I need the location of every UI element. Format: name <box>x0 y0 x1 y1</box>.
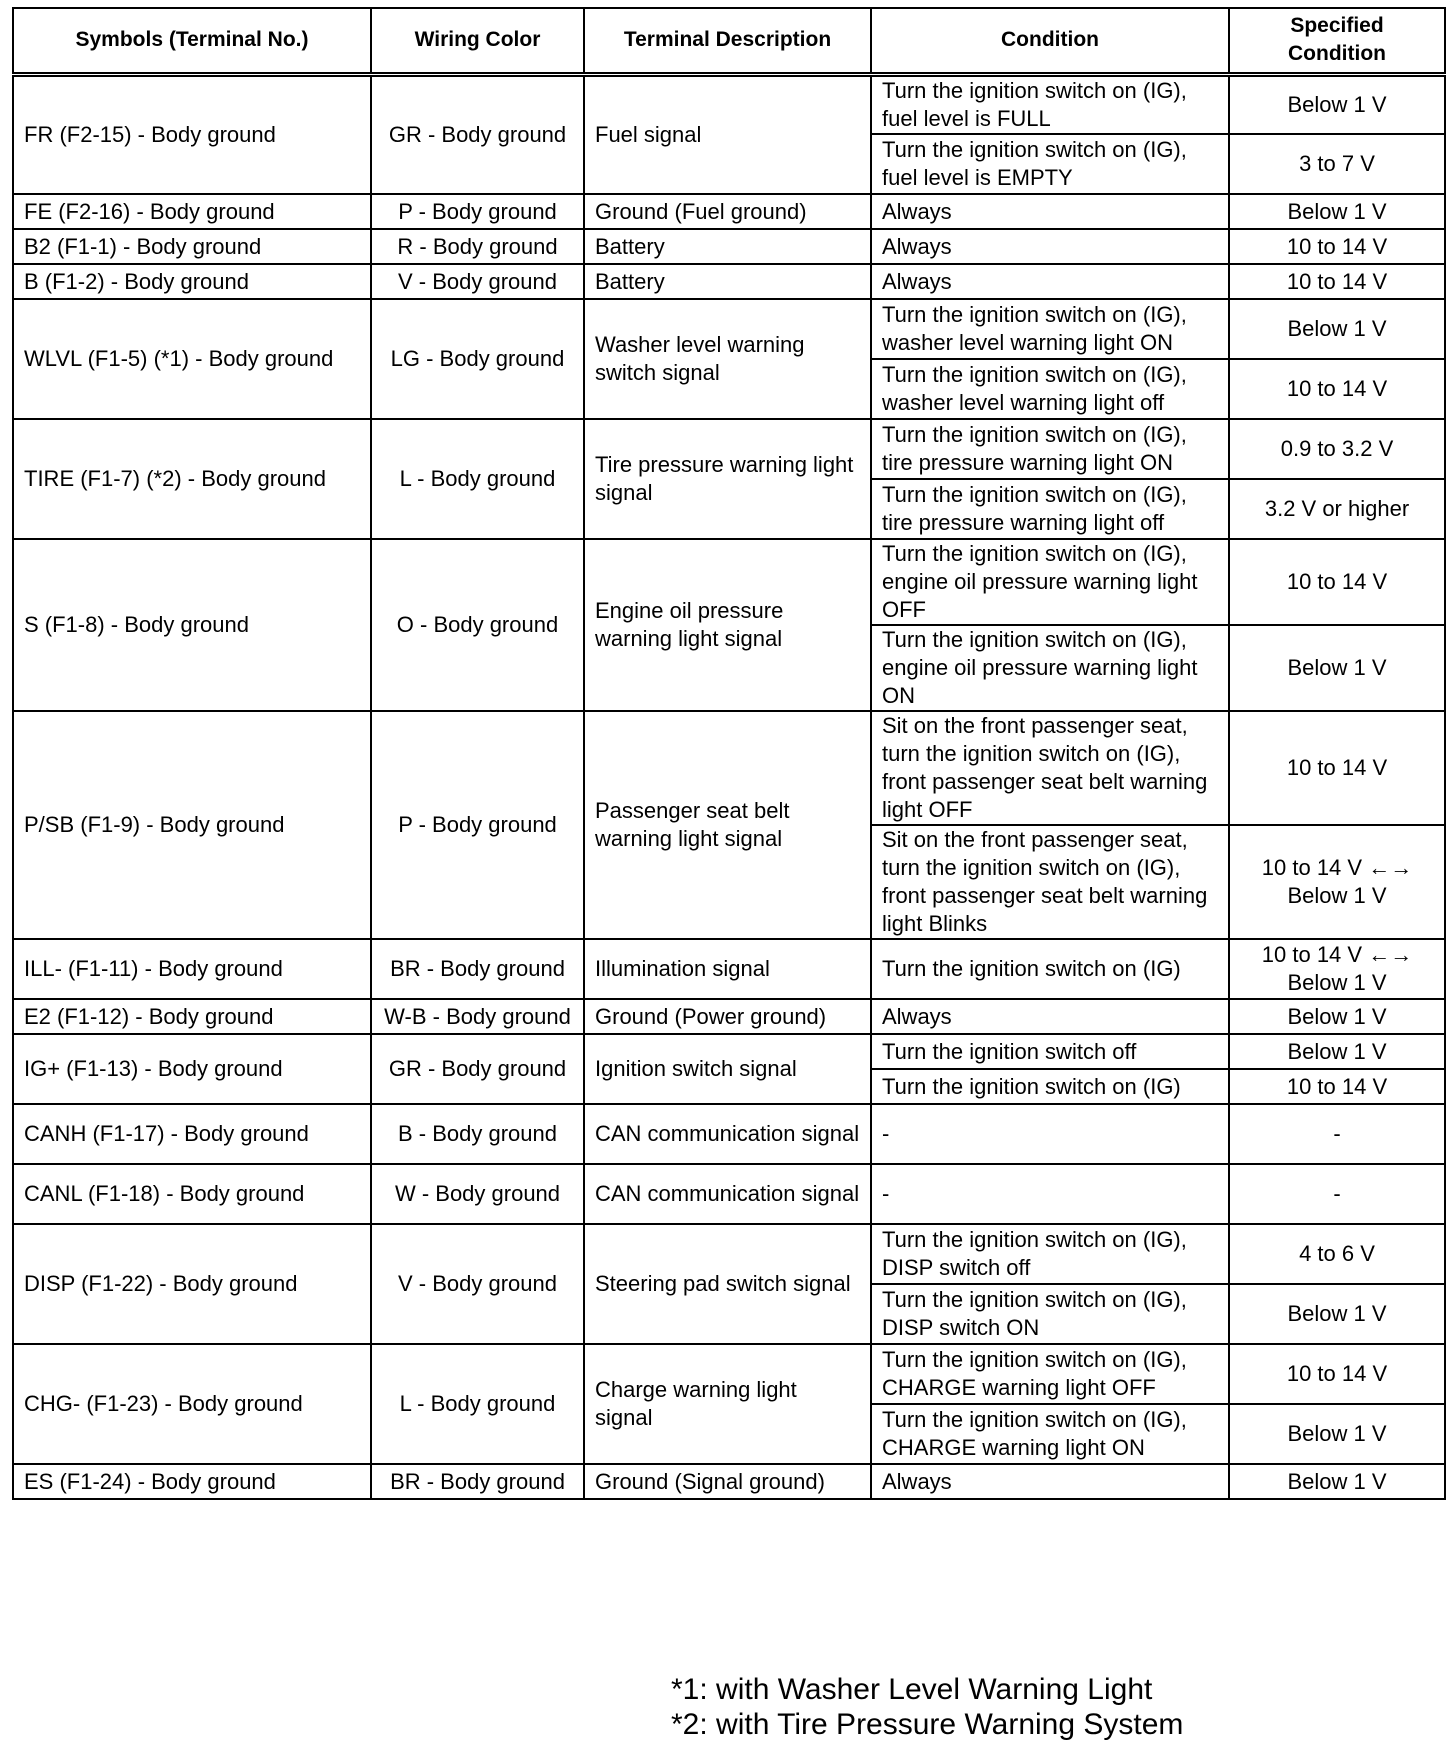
wiring-color-cell: P - Body ground <box>371 194 584 229</box>
symbol-cell: DISP (F1-22) - Body ground <box>13 1224 371 1344</box>
wiring-color-cell: BR - Body ground <box>371 939 584 999</box>
specified-condition-cell: 0.9 to 3.2 V <box>1229 419 1445 479</box>
specified-condition-cell: Below 1 V <box>1229 1034 1445 1069</box>
wiring-color-cell: GR - Body ground <box>371 1034 584 1104</box>
condition-cell: Turn the ignition switch on (IG), tire pressure warning light off <box>871 479 1229 539</box>
specified-condition-cell: Below 1 V <box>1229 1464 1445 1499</box>
symbol-cell: ES (F1-24) - Body ground <box>13 1464 371 1499</box>
specified-condition-cell: Below 1 V <box>1229 1284 1445 1344</box>
wiring-color-cell: BR - Body ground <box>371 1464 584 1499</box>
condition-cell: Turn the ignition switch on (IG), CHARGE warning light OFF <box>871 1344 1229 1404</box>
symbol-cell: B2 (F1-1) - Body ground <box>13 229 371 264</box>
table-row <box>13 711 1445 825</box>
header-spec-line2: Condition <box>1288 42 1386 66</box>
wiring-color-cell: R - Body ground <box>371 229 584 264</box>
table-row <box>13 539 1445 625</box>
condition-cell: - <box>871 1164 1229 1224</box>
symbol-cell: IG+ (F1-13) - Body ground <box>13 1034 371 1104</box>
footnote-1: *1: with Washer Level Warning Light <box>671 1673 1153 1706</box>
wiring-color-cell: V - Body ground <box>371 1224 584 1344</box>
symbol-cell: E2 (F1-12) - Body ground <box>13 999 371 1034</box>
table-row <box>13 1344 1445 1404</box>
terminal-description-cell: Battery <box>584 264 871 299</box>
footnotes <box>671 1672 1183 1742</box>
terminal-description-cell: Ground (Signal ground) <box>584 1464 871 1499</box>
specified-condition-cell: Below 1 V <box>1229 194 1445 229</box>
condition-cell: Turn the ignition switch on (IG), fuel level is EMPTY <box>871 134 1229 194</box>
symbol-cell: WLVL (F1-5) (*1) - Body ground <box>13 299 371 419</box>
symbol-cell: CANL (F1-18) - Body ground <box>13 1164 371 1224</box>
wiring-color-cell: V - Body ground <box>371 264 584 299</box>
wiring-color-cell: L - Body ground <box>371 1344 584 1464</box>
terminal-description-cell: Ground (Fuel ground) <box>584 194 871 229</box>
condition-cell: Turn the ignition switch on (IG) <box>871 1069 1229 1104</box>
terminal-description-cell: Battery <box>584 229 871 264</box>
specified-condition-cell: 10 to 14 V ←→ Below 1 V <box>1229 825 1445 939</box>
table-row <box>13 939 1445 999</box>
terminal-description-cell: Illumination signal <box>584 939 871 999</box>
specified-condition-cell: Below 1 V <box>1229 1404 1445 1464</box>
condition-cell: Turn the ignition switch on (IG), washer level warning light ON <box>871 299 1229 359</box>
table-row <box>13 1164 1445 1224</box>
terminal-description-cell: Ground (Power ground) <box>584 999 871 1034</box>
symbol-cell: CANH (F1-17) - Body ground <box>13 1104 371 1164</box>
table-row <box>13 229 1445 264</box>
symbol-cell: FR (F2-15) - Body ground <box>13 74 371 194</box>
wiring-color-cell: GR - Body ground <box>371 74 584 194</box>
condition-cell: Turn the ignition switch on (IG), tire pressure warning light ON <box>871 419 1229 479</box>
specified-condition-cell: Below 1 V <box>1229 74 1445 134</box>
symbol-cell: CHG- (F1-23) - Body ground <box>13 1344 371 1464</box>
specified-condition-cell: 10 to 14 V <box>1229 359 1445 419</box>
terminal-description-cell: Ignition switch signal <box>584 1034 871 1104</box>
table-row <box>13 1224 1445 1284</box>
condition-cell: Turn the ignition switch off <box>871 1034 1229 1069</box>
specified-condition-cell: Below 1 V <box>1229 999 1445 1034</box>
terminal-description-cell: CAN communication signal <box>584 1104 871 1164</box>
terminal-description-cell: Washer level warning switch signal <box>584 299 871 419</box>
terminal-inspection-table <box>12 7 1446 1500</box>
terminal-description-cell: Engine oil pressure warning light signal <box>584 539 871 711</box>
specified-condition-cell: 10 to 14 V <box>1229 711 1445 825</box>
specified-condition-cell: - <box>1229 1104 1445 1164</box>
wiring-color-cell: W - Body ground <box>371 1164 584 1224</box>
terminal-description-cell: Passenger seat belt warning light signal <box>584 711 871 939</box>
symbol-cell: TIRE (F1-7) (*2) - Body ground <box>13 419 371 539</box>
header-terminal-description: Terminal Description <box>584 8 871 74</box>
table-body <box>13 74 1445 1499</box>
specified-condition-cell: 3.2 V or higher <box>1229 479 1445 539</box>
table-header-row <box>13 8 1445 74</box>
wiring-color-cell: B - Body ground <box>371 1104 584 1164</box>
table-row <box>13 999 1445 1034</box>
header-specified-condition <box>1229 8 1445 74</box>
specified-condition-cell: 10 to 14 V <box>1229 539 1445 625</box>
specified-condition-cell: 10 to 14 V ←→ Below 1 V <box>1229 939 1445 999</box>
specified-condition-cell: 10 to 14 V <box>1229 1344 1445 1404</box>
specified-condition-cell: Below 1 V <box>1229 299 1445 359</box>
symbol-cell: ILL- (F1-11) - Body ground <box>13 939 371 999</box>
terminal-description-cell: Steering pad switch signal <box>584 1224 871 1344</box>
table-row <box>13 1034 1445 1069</box>
table-row <box>13 194 1445 229</box>
condition-cell: Turn the ignition switch on (IG), fuel level is FULL <box>871 74 1229 134</box>
condition-cell: Sit on the front passenger seat, turn the ignition switch on (IG), front passenger seat belt warning light Blinks <box>871 825 1229 939</box>
wiring-color-cell: O - Body ground <box>371 539 584 711</box>
terminal-description-cell: Tire pressure warning light signal <box>584 419 871 539</box>
symbol-cell: S (F1-8) - Body ground <box>13 539 371 711</box>
specified-condition-cell: 10 to 14 V <box>1229 229 1445 264</box>
condition-cell: - <box>871 1104 1229 1164</box>
specified-condition-cell: 10 to 14 V <box>1229 264 1445 299</box>
condition-cell: Always <box>871 194 1229 229</box>
symbol-cell: P/SB (F1-9) - Body ground <box>13 711 371 939</box>
condition-cell: Always <box>871 999 1229 1034</box>
table-row <box>13 299 1445 359</box>
condition-cell: Sit on the front passenger seat, turn the ignition switch on (IG), front passenger seat belt warning light OFF <box>871 711 1229 825</box>
condition-cell: Turn the ignition switch on (IG) <box>871 939 1229 999</box>
specified-condition-cell: Below 1 V <box>1229 625 1445 711</box>
table-row <box>13 74 1445 134</box>
terminal-description-cell: CAN communication signal <box>584 1164 871 1224</box>
terminal-description-cell: Charge warning light signal <box>584 1344 871 1464</box>
wiring-color-cell: W-B - Body ground <box>371 999 584 1034</box>
header-condition: Condition <box>871 8 1229 74</box>
condition-cell: Always <box>871 229 1229 264</box>
header-symbol: Symbols (Terminal No.) <box>13 8 371 74</box>
symbol-cell: B (F1-2) - Body ground <box>13 264 371 299</box>
specified-condition-cell: 10 to 14 V <box>1229 1069 1445 1104</box>
condition-cell: Turn the ignition switch on (IG), engine oil pressure warning light ON <box>871 625 1229 711</box>
specified-condition-cell: 3 to 7 V <box>1229 134 1445 194</box>
condition-cell: Always <box>871 264 1229 299</box>
header-spec-line1: Specified <box>1290 14 1384 38</box>
table-row <box>13 1104 1445 1164</box>
wiring-color-cell: L - Body ground <box>371 419 584 539</box>
table-row <box>13 1464 1445 1499</box>
table-row <box>13 264 1445 299</box>
condition-cell: Turn the ignition switch on (IG), washer level warning light off <box>871 359 1229 419</box>
condition-cell: Turn the ignition switch on (IG), engine oil pressure warning light OFF <box>871 539 1229 625</box>
wiring-color-cell: P - Body ground <box>371 711 584 939</box>
terminal-description-cell: Fuel signal <box>584 74 871 194</box>
condition-cell: Turn the ignition switch on (IG), DISP switch off <box>871 1224 1229 1284</box>
condition-cell: Turn the ignition switch on (IG), CHARGE warning light ON <box>871 1404 1229 1464</box>
footnote-2: *2: with Tire Pressure Warning System <box>671 1708 1184 1741</box>
wiring-color-cell: LG - Body ground <box>371 299 584 419</box>
table-row <box>13 419 1445 479</box>
condition-cell: Turn the ignition switch on (IG), DISP switch ON <box>871 1284 1229 1344</box>
symbol-cell: FE (F2-16) - Body ground <box>13 194 371 229</box>
header-wiring-color: Wiring Color <box>371 8 584 74</box>
condition-cell: Always <box>871 1464 1229 1499</box>
specified-condition-cell: - <box>1229 1164 1445 1224</box>
specified-condition-cell: 4 to 6 V <box>1229 1224 1445 1284</box>
